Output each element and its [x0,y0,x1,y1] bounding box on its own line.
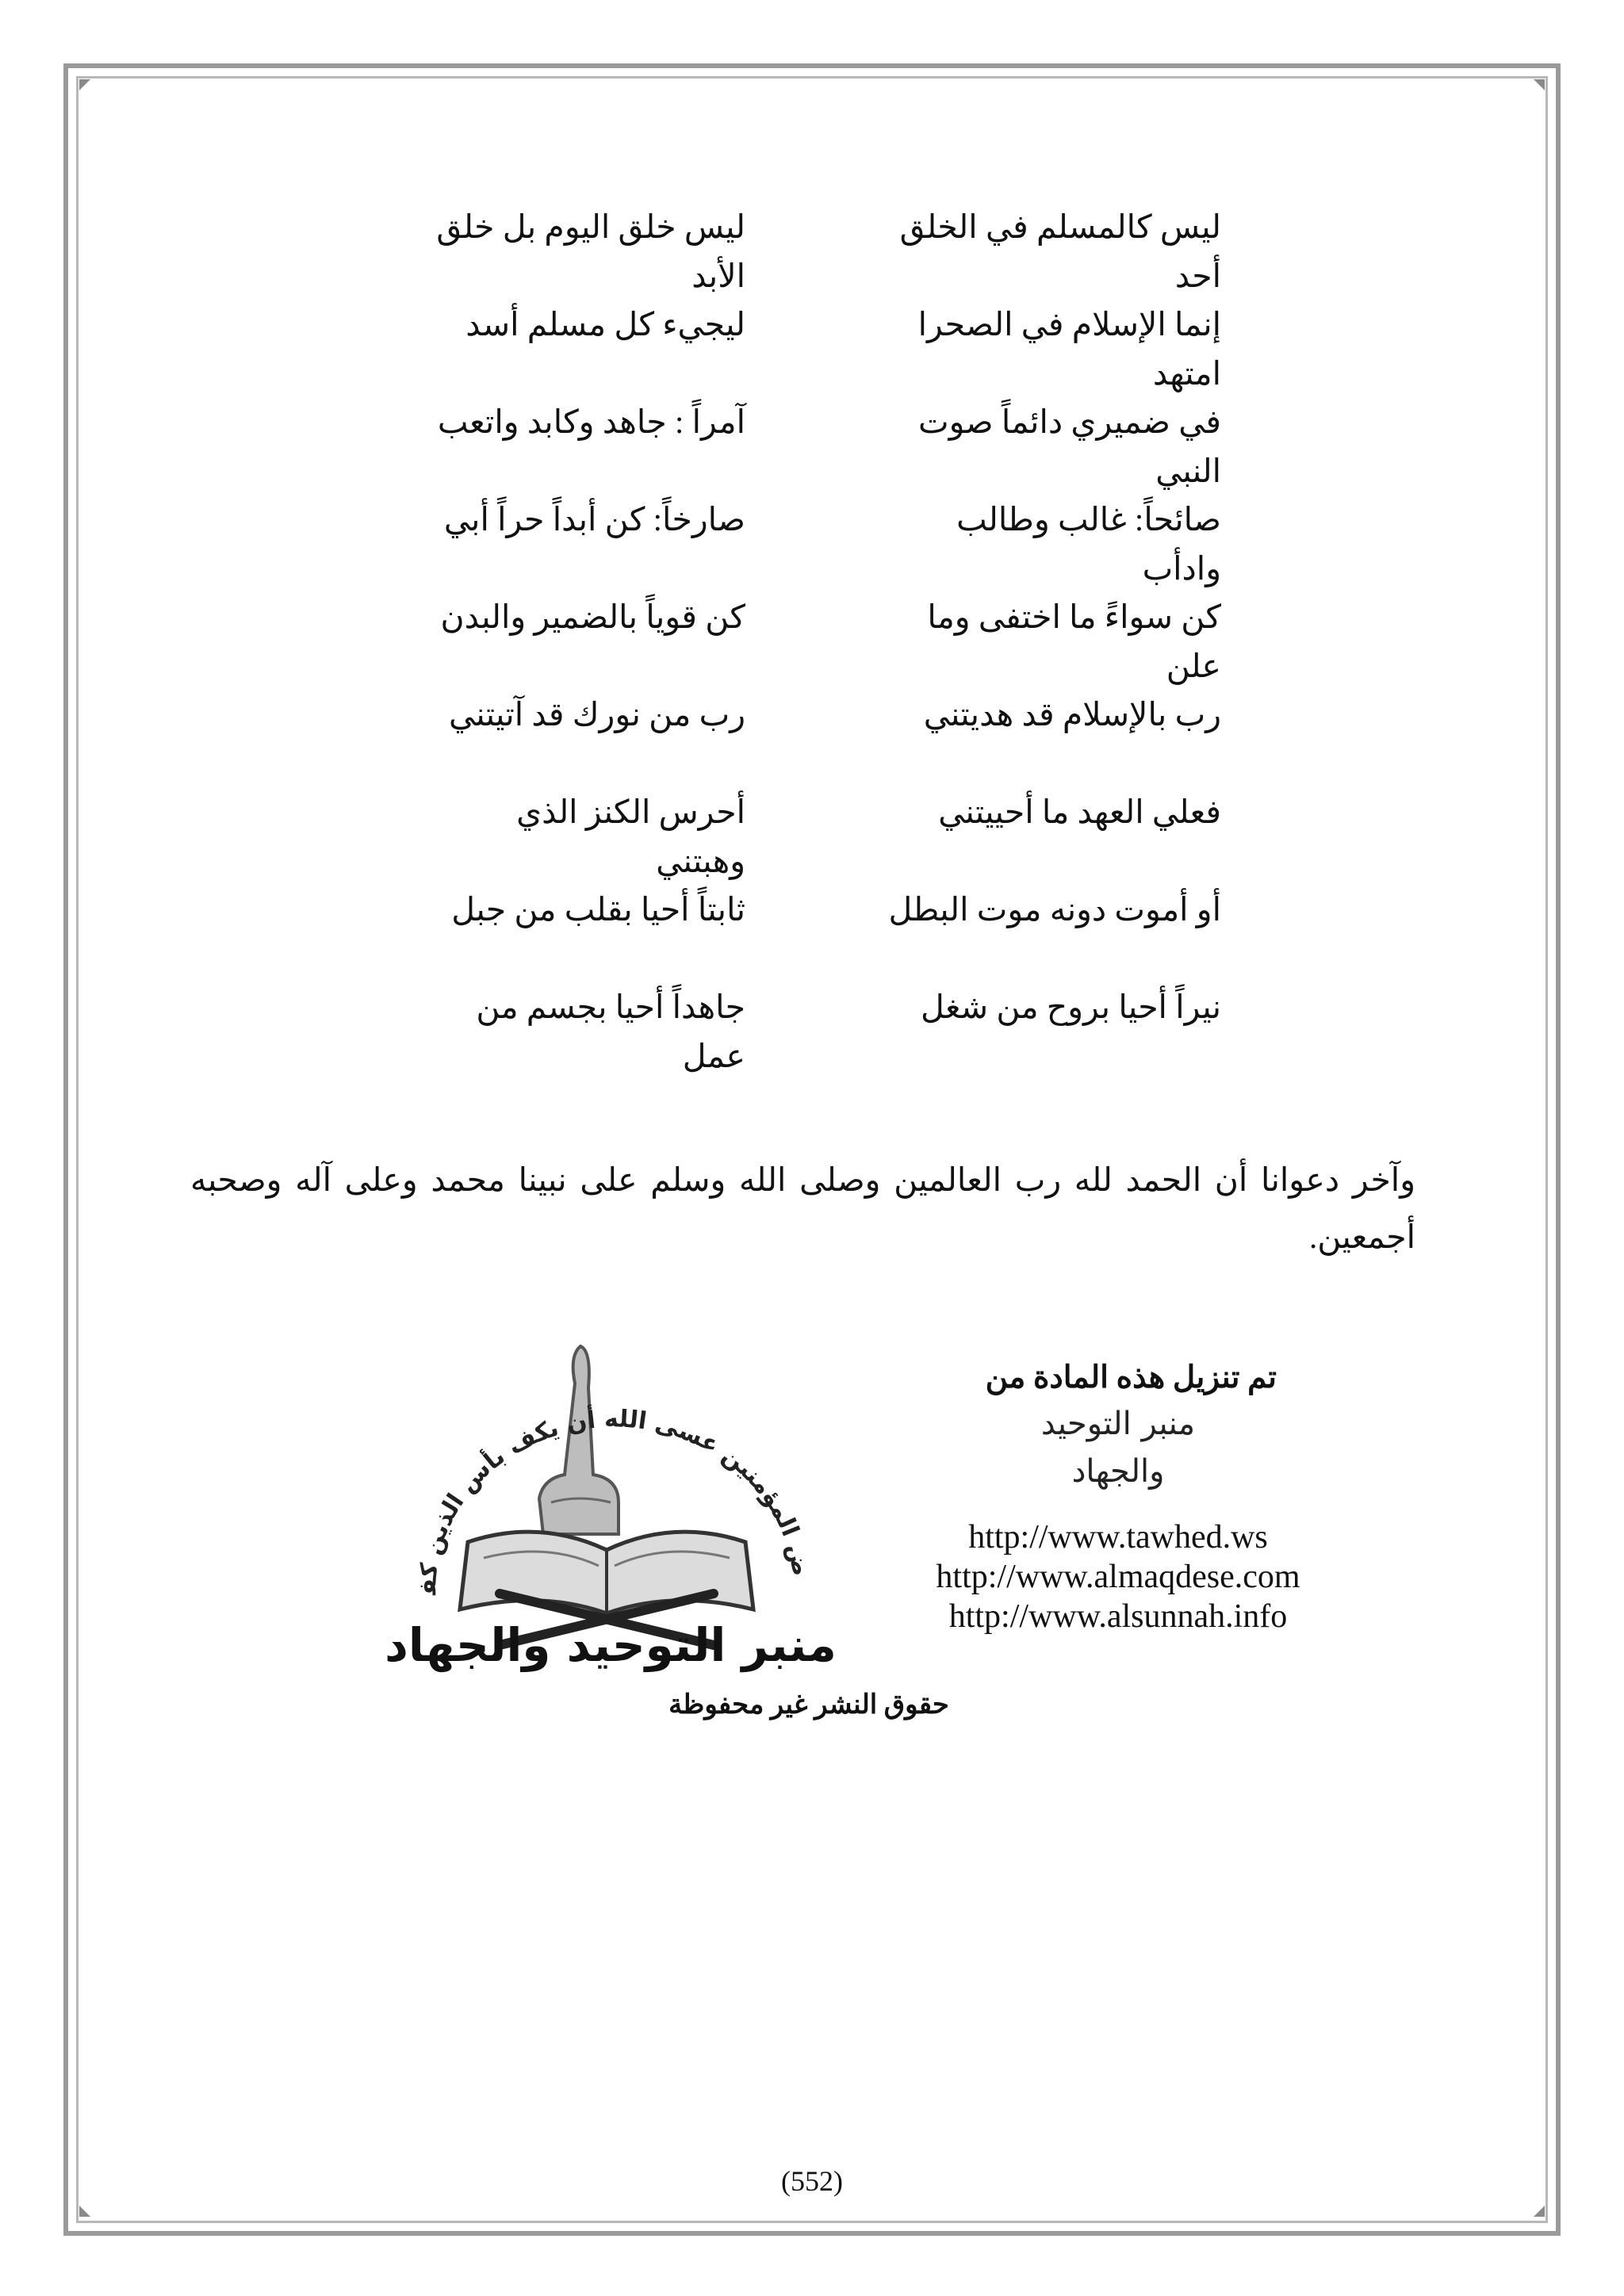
url-link[interactable]: http://www.tawhed.ws [968,1519,1268,1556]
verse-second-hemistich: آمراً : جاهد وكابد واتعب [437,404,745,440]
verse [412,202,1221,300]
verse [412,300,1221,397]
page-number: (552) [781,2165,843,2197]
frame-corner-ornament [79,79,90,90]
verse-first-hemistich: صائحاً: غالب وطالب وادأب [956,501,1221,587]
verse [412,787,1221,885]
verse-second-hemistich: ليجيء كل مسلم أسد [465,306,745,342]
verse [412,397,1221,495]
logo-arc-text: ض المؤمنين عسى الله أن يكف بأس الذين كف [414,1405,815,1596]
verse-first-hemistich: نيراً أحيا بروح من شغل [920,989,1221,1025]
frame-corner-ornament [1534,79,1545,90]
verse-second-hemistich: ليس خلق اليوم بل خلق الأبد [436,209,745,294]
verse-first-hemistich: إنما الإسلام في الصحرا امتهد [917,306,1221,392]
verse-first-hemistich: أو أموت دونه موت البطل [888,891,1221,928]
verse-second-hemistich: كن قوياً بالضمير والبدن [440,599,745,635]
verse-second-hemistich: جاهداً أحيا بجسم من عمل [476,989,745,1074]
copyright-notice: حقوق النشر غير محفوظة [668,1690,949,1720]
url-link[interactable]: http://www.almaqdese.com [936,1559,1300,1595]
verse-second-hemistich: أحرس الكنز الذي وهبتني [516,794,745,879]
url-list [904,1517,1332,1636]
download-notice [904,1356,1332,1636]
closing-prayer: وآخر دعوانا أن الحمد لله رب العالمين وصلى الله وسلم على نبينا محمد وعلى آله وصحبه أجمعين. [190,1161,1415,1255]
notice-site-name: والجهاد [1071,1453,1165,1490]
verse [412,495,1221,592]
frame-corner-ornament [1534,2206,1545,2217]
poem [412,202,1221,1080]
verse-first-hemistich: ليس كالمسلم في الخلق أحد [899,209,1221,294]
verse-second-hemistich: ثابتاً أحيا بقلب من جبل [451,891,745,928]
verse-first-hemistich: كن سواءً ما اختفى وما علن [927,599,1221,684]
verse [412,982,1221,1080]
verse-first-hemistich: في ضميري دائماً صوت النبي [918,404,1221,489]
verse [412,592,1221,690]
verse [412,690,1221,787]
verse-second-hemistich: رب من نورك قد آتيتني [449,696,745,733]
notice-title: تم تنزيل هذه المادة من [985,1360,1277,1395]
verse-first-hemistich: فعلي العهد ما أحييتني [938,794,1221,830]
verse-second-hemistich: صارخاً: كن أبداً حراً أبي [443,501,745,538]
url-link[interactable]: http://www.alsunnah.info [948,1598,1288,1635]
verse [412,885,1221,982]
frame-corner-ornament [79,2206,90,2217]
minbar-logo-icon [381,1340,841,1673]
notice-site-name: منبر التوحيد [1040,1406,1196,1442]
logo-name-text: منبر التوحيد والجهاد [385,1618,837,1672]
verse-first-hemistich: رب بالإسلام قد هديتني [923,696,1221,733]
